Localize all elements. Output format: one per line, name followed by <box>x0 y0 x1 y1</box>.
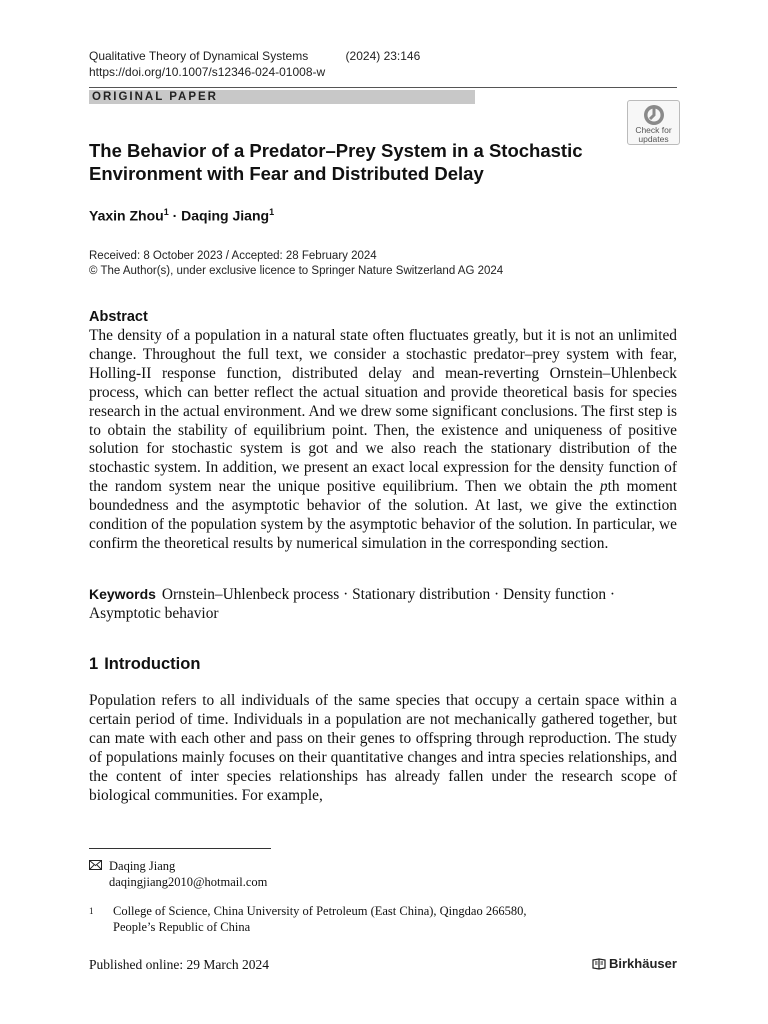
affiliation-mark: 1 <box>89 906 94 916</box>
author-list <box>89 207 274 224</box>
article-history <box>89 249 503 279</box>
affiliation-line: People’s Republic of China <box>113 920 251 934</box>
envelope-icon <box>89 858 109 874</box>
received-accepted-dates: Received: 8 October 2023 / Accepted: 28 February 2024 <box>89 250 377 262</box>
keywords-block <box>89 585 677 624</box>
publisher-name: Birkhäuser <box>609 956 677 971</box>
badge-label-line2: updates <box>638 133 669 144</box>
keywords-label: Keywords <box>89 586 156 602</box>
abstract-heading: Abstract <box>89 309 148 325</box>
keywords-text: Ornstein–Uhlenbeck process · Stationary distribution · Density function · Asymptotic behavior <box>89 586 615 622</box>
author-separator: · <box>168 207 182 224</box>
check-for-updates-icon <box>643 104 665 126</box>
section-number: 1 <box>89 655 99 673</box>
birkhauser-logo-icon <box>592 958 606 970</box>
author-name[interactable]: Daqing Jiang <box>181 207 270 224</box>
journal-header <box>89 49 420 63</box>
affiliation-line: College of Science, China University of Petroleum (East China), Qingdao 266580, <box>113 904 527 918</box>
corresponding-author-name: Daqing Jiang <box>109 859 176 873</box>
corresponding-author-email[interactable]: daqingjiang2010@hotmail.com <box>109 875 268 889</box>
journal-volume: (2024) 23:146 <box>345 49 421 63</box>
footnote-rule <box>89 848 271 849</box>
introduction-paragraph: Population refers to all individuals of the same species that occupy a certain space within a certain period of time. Individuals in a population are not mechanically gathered together, but can mate with each other and pass on their genes to offspring through reproduction. The study of populations mainly focuses on their quantitative changes and intra species relationships, and the content of inter species relationships has already fallen under the research scope of biological communities. For example, <box>89 692 677 804</box>
abstract-math-p: p <box>599 478 608 496</box>
badge-label-line1: Check for <box>635 125 672 135</box>
corresponding-author-footnote <box>89 858 267 890</box>
author-name[interactable]: Yaxin Zhou <box>89 207 164 224</box>
doi-link[interactable]: https://doi.org/10.1007/s12346-024-01008-w <box>89 65 326 79</box>
publisher-logo <box>592 956 677 971</box>
affiliation-mark: 1 <box>163 207 169 217</box>
published-online-date: Published online: 29 March 2024 <box>89 957 269 972</box>
affiliation-mark: 1 <box>269 207 275 217</box>
section-title: Introduction <box>104 655 201 673</box>
check-for-updates-badge[interactable] <box>627 100 680 145</box>
abstract-text: The density of a population in a natural state often fluctuates greatly, but it is not an unlimited change. Throughout the full text, we consider a stochastic predator–prey system with fear, Holling-II response function, distributed delay and mean-reverting Ornstein–Uhlenbeck process, which can better reflect the actual situation and provide theoretical basis for species research in the actual environment. And we drew some significant conclusions. The first step is to obtain the stability of equilibrium point. Then, the existence and uniqueness of positive solution for stochastic system is got and we also reach the stationary distribution of the stochastic system. In addition, we present an exact local expression for the density function of the random system near the unique positive equilibrium. Then we obtain the <box>89 327 677 496</box>
abstract-body <box>89 327 677 554</box>
header-rule <box>89 87 677 88</box>
section-heading <box>89 655 200 674</box>
affiliation-footnote <box>89 903 526 935</box>
article-title: The Behavior of a Predator–Prey System in a Stochastic Environment with Fear and Distributed Delay <box>89 140 583 184</box>
copyright-notice: © The Author(s), under exclusive licence to Springer Nature Switzerland AG 2024 <box>89 265 504 277</box>
abstract-text: th moment boundedness and the asymptotic behavior of the solution. At last, we give the extinction condition of the population system by the asymptotic behavior of the solution. In particular, we confirm the theoretical results by numerical simulation in the corresponding section. <box>89 478 678 552</box>
article-type-banner: ORIGINAL PAPER <box>89 90 475 104</box>
journal-name: Qualitative Theory of Dynamical Systems <box>89 49 309 63</box>
